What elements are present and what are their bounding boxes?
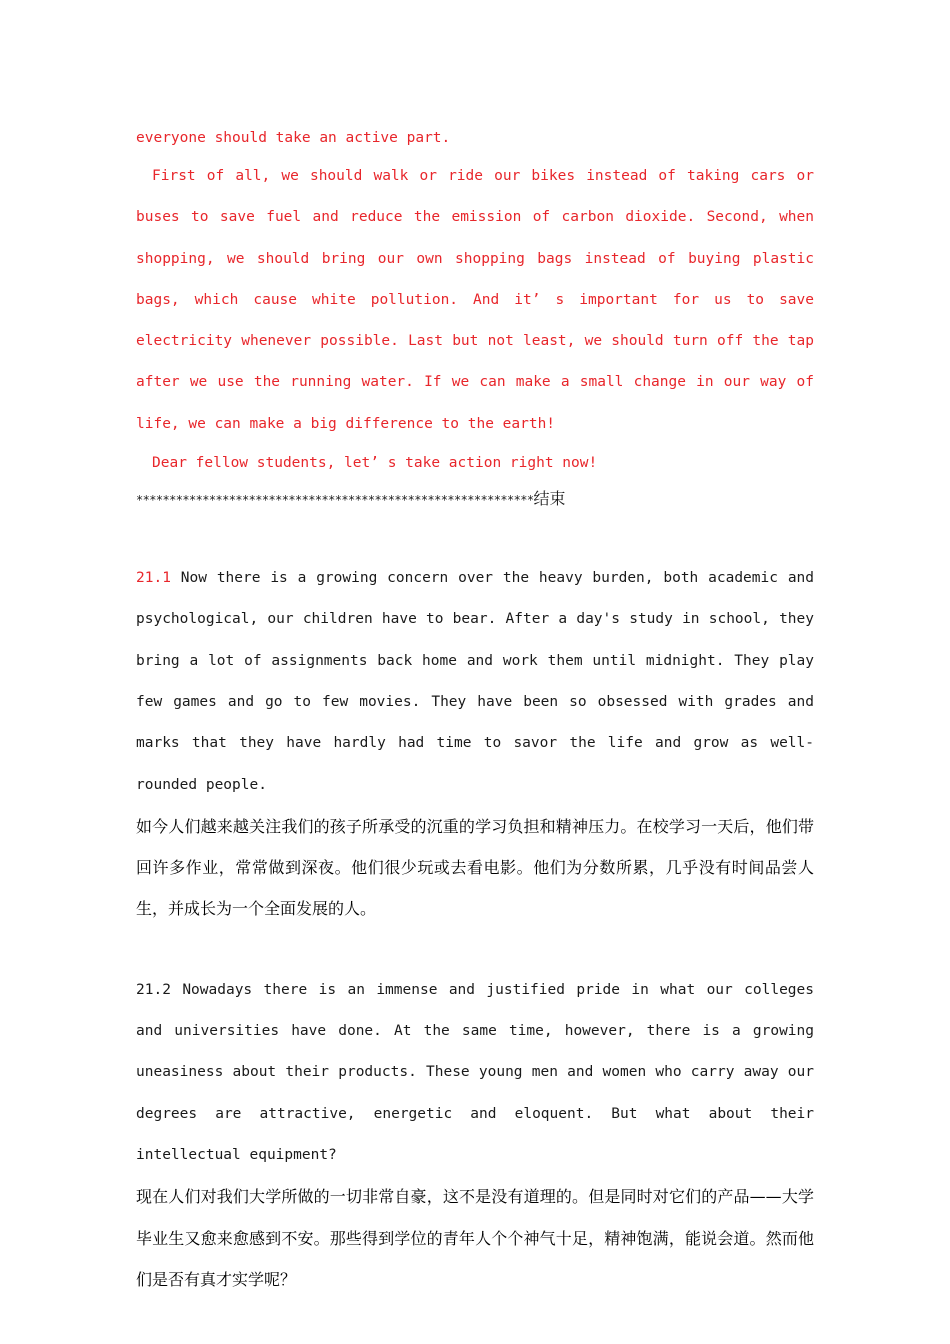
essay-closing-line: Dear fellow students, let’ s take action right now! — [152, 455, 598, 472]
spacer — [136, 518, 814, 558]
section-21-1-chinese: 如今人们越来越关注我们的孩子所承受的沉重的学习负担和精神压力。在校学习一天后，他们带回许多作业，常常做到深夜。他们很少玩或去看电影。他们为分数所累，几乎没有时间品尝人生，并成长为一个全面发展的人。 — [136, 816, 814, 919]
section-21-2-english — [136, 970, 814, 1176]
section-21-2-chinese: 现在人们对我们大学所做的一切非常自豪，这不是没有道理的。但是同时对它们的产品——大学毕业生又愈来愈感到不安。那些得到学位的青年人个个神气十足，精神饱满，能说会道。然而他们是否有真才实学呢？ — [136, 1187, 814, 1289]
section-separator — [136, 481, 814, 518]
section-21-2-text: Nowadays there is an immense and justified pride in what our colleges and universities have done. At the same time, however, there is a growing uneasiness about their products. These young men and women who carry away our degrees are attractive, energetic and eloquent. But what about their intellectual equipment? — [136, 981, 814, 1163]
section-21-1-english — [136, 558, 814, 806]
spacer — [136, 930, 814, 970]
separator-stars: ************************************************************ — [136, 493, 534, 508]
essay-paragraph-actions: First of all, we should walk or ride our bikes instead of taking cars or buses to save fuel and reduce the emission of carbon dioxide. Second, when shopping, we should bring our own shopping bags instead of buying plastic bags, which cause white pollution. And it’ s important for us to save electricity whenever possible. Last but not least, we should turn off the tap after we use the running water. If we can make a small change in our way of life, we can make a big difference to the earth! — [136, 168, 814, 432]
document-page — [136, 120, 814, 1300]
essay-line-continued: everyone should take an active part. — [136, 130, 451, 146]
section-21-1-number: 21.1 — [136, 570, 171, 587]
section-21-2-number: 21.2 — [136, 981, 171, 998]
section-21-1-text: Now there is a growing concern over the heavy burden, both academic and psychological, our children have to bear. After a day's study in school, they bring a lot of assignments back home and work them until midnight. They play few games and go to few movies. They have been so obsessed with grades and marks that they have hardly had time to savor the life and grow as well-rounded people. — [136, 570, 815, 793]
separator-end-label: 结束 — [533, 489, 566, 509]
